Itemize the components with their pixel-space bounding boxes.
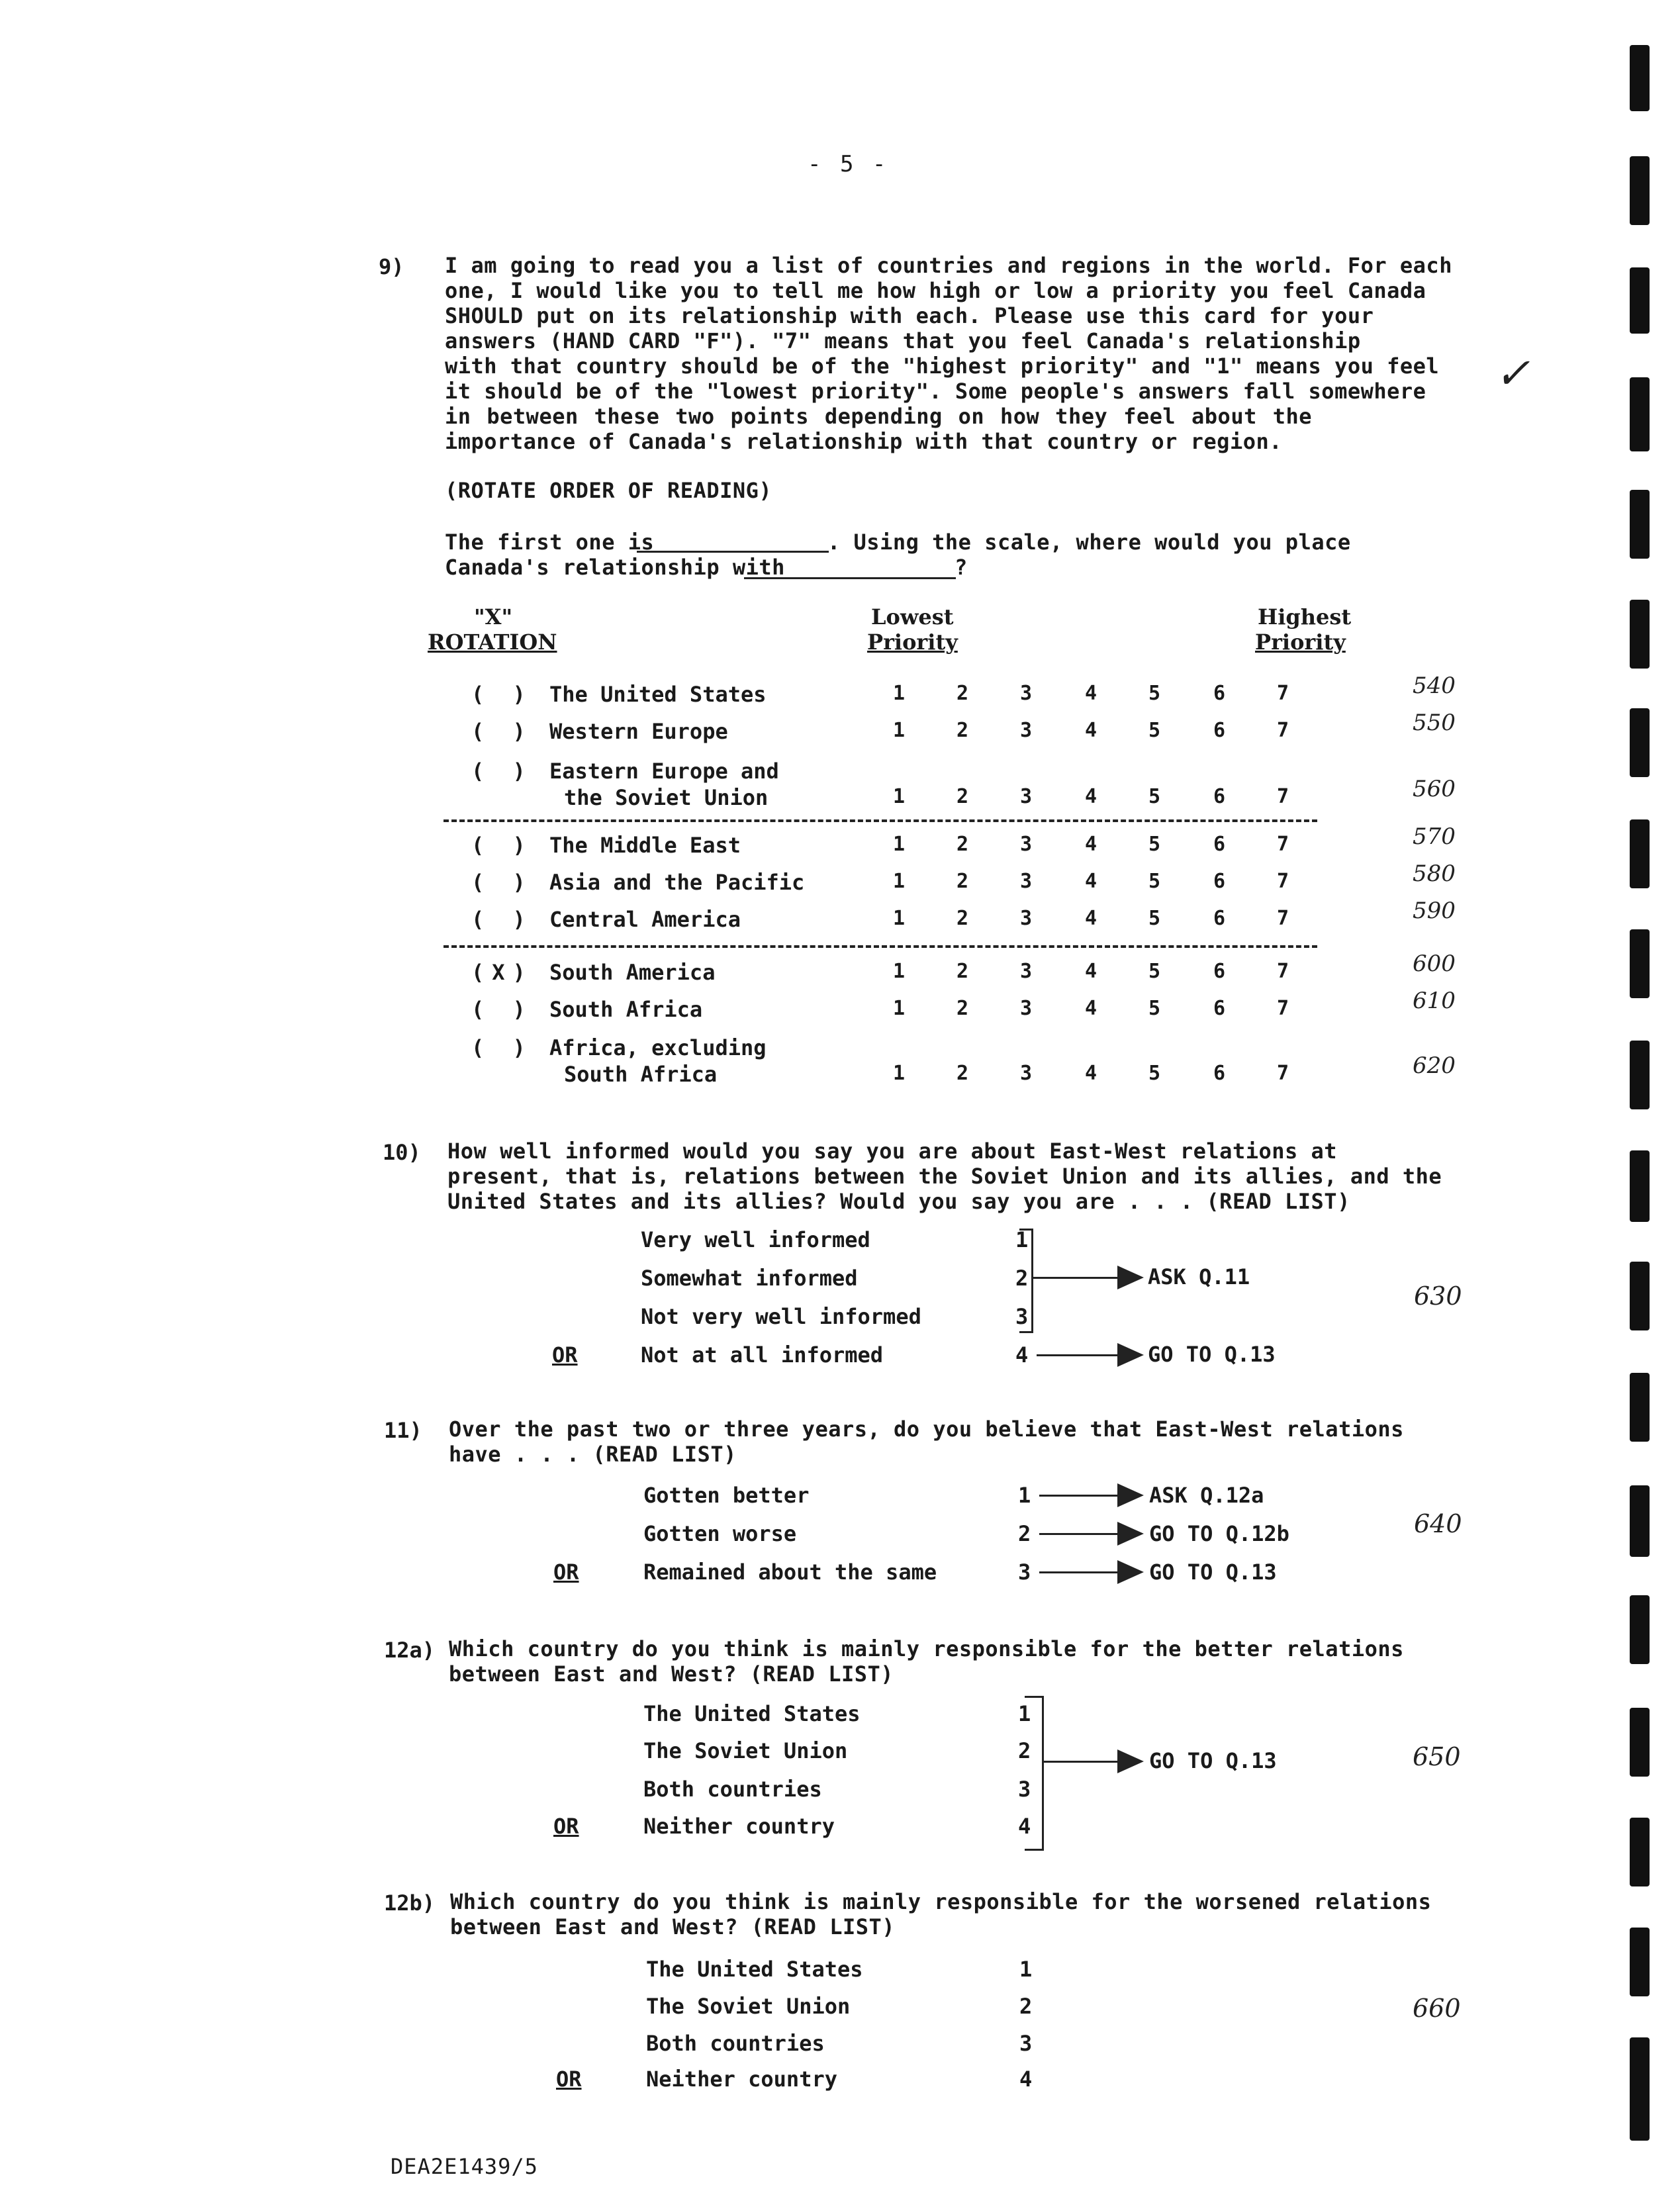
scale-option: 2 [956, 719, 969, 742]
scale-option: 1 [892, 907, 906, 930]
skip-instruction: GO TO Q.13 [1149, 1748, 1277, 1773]
question-text-line: have . . . (READ LIST) [449, 1442, 737, 1467]
scale-option: 2 [956, 833, 969, 856]
page-number: - 5 - [808, 151, 889, 177]
scale-option: 6 [1213, 833, 1226, 856]
column-code: 550 [1413, 710, 1456, 736]
row-label: South Africa [549, 997, 703, 1022]
scale-option: 3 [1019, 719, 1033, 742]
column-code: 660 [1413, 1994, 1461, 2023]
bracket [1019, 1229, 1033, 1333]
handwritten-checkmark: ✓ [1495, 349, 1530, 398]
answer-option: Remained about the same [643, 1559, 937, 1585]
question-text-line: United States and its allies? Would you say you are . . . (READ LIST) [447, 1189, 1350, 1214]
arrow-icon [1117, 1560, 1144, 1584]
column-code: 590 [1413, 898, 1456, 924]
prompt-text: . Using the scale, where would you place [827, 530, 1351, 555]
answer-option: Gotten better [643, 1483, 810, 1508]
scale-option: 7 [1276, 719, 1289, 742]
answer-code: 3 [1015, 1304, 1029, 1329]
question-text-line: answers (HAND CARD "F"). "7" means that you feel Canada's relationship [445, 328, 1361, 353]
column-code: 560 [1413, 776, 1456, 802]
answer-option: Both countries [643, 1777, 822, 1802]
scale-option: 4 [1084, 907, 1097, 930]
answer-code: 1 [1015, 1227, 1029, 1252]
question-text-line: I am going to read you a list of countries and regions in the world. For each [445, 253, 1452, 278]
scale-option: 3 [1019, 785, 1033, 808]
scale-option: 7 [1276, 960, 1289, 983]
skip-arrow [1042, 1761, 1119, 1763]
scale-option: 4 [1084, 719, 1097, 742]
scale-option: 5 [1148, 1062, 1161, 1085]
column-code: 630 [1414, 1281, 1462, 1311]
lowest-header: Priority [867, 629, 958, 655]
rotation-header-x: "X" [474, 604, 513, 629]
scale-option: 4 [1084, 1062, 1097, 1085]
divider [443, 945, 1317, 948]
scan-mark [1630, 156, 1650, 225]
answer-option: Not very well informed [641, 1304, 921, 1329]
scale-option: 7 [1276, 785, 1289, 808]
divider [443, 819, 1317, 822]
question-text-line: importance of Canada's relationship with that country or region. [445, 429, 1282, 454]
skip-instruction: ASK Q.11 [1148, 1264, 1250, 1289]
answer-code: 1 [1019, 1957, 1033, 1982]
column-code: 600 [1413, 951, 1456, 977]
scan-mark [1630, 1150, 1650, 1222]
scale-option: 6 [1213, 997, 1226, 1020]
scale-option: 1 [892, 833, 906, 856]
prompt-text: ? [955, 555, 968, 580]
arrow-icon [1117, 1749, 1144, 1773]
answer-code: 1 [1018, 1483, 1031, 1508]
scale-option: 6 [1213, 870, 1226, 893]
row-label: Central America [549, 907, 741, 932]
scale-option: 5 [1148, 833, 1161, 856]
arrow-icon [1117, 1343, 1144, 1367]
scale-option: 5 [1148, 960, 1161, 983]
column-code: 540 [1413, 673, 1456, 699]
skip-arrow [1037, 1354, 1119, 1356]
highest-header: Priority [1255, 629, 1346, 655]
question-number: 10) [383, 1140, 421, 1165]
row-label: Western Europe [549, 719, 728, 744]
bracket [1025, 1696, 1044, 1851]
row-label: South Africa [564, 1062, 718, 1087]
scan-mark [1630, 2080, 1650, 2141]
scan-mark [1630, 1818, 1650, 1886]
scale-option: 6 [1213, 785, 1226, 808]
scale-option: 4 [1084, 682, 1097, 705]
scale-option: 2 [956, 997, 969, 1020]
or-label: OR [553, 1814, 579, 1839]
question-text-line: How well informed would you say you are about East-West relations at [447, 1139, 1338, 1164]
prompt-text: Canada's relationship with [445, 555, 785, 580]
scale-option: 1 [892, 682, 906, 705]
answer-option: Very well informed [641, 1227, 870, 1252]
highest-header: Highest [1258, 604, 1352, 629]
row-label: The United States [549, 682, 767, 707]
row-label: Asia and the Pacific [549, 870, 805, 895]
skip-instruction: GO TO Q.13 [1148, 1342, 1276, 1367]
scan-mark [1630, 600, 1650, 669]
rotation-checkbox: ( ) [471, 907, 534, 932]
answer-option: Gotten worse [643, 1521, 797, 1546]
scale-option: 3 [1019, 907, 1033, 930]
answer-option: The United States [646, 1957, 863, 1982]
row-label: South America [549, 960, 716, 985]
scale-option: 3 [1019, 833, 1033, 856]
scale-option: 1 [892, 960, 906, 983]
skip-arrow [1039, 1495, 1119, 1497]
rotation-checkbox: (X) [471, 960, 534, 985]
rotation-checkbox: ( ) [471, 870, 534, 895]
answer-option: Both countries [646, 2031, 825, 2056]
answer-code: 2 [1018, 1738, 1031, 1763]
question-text-line: Over the past two or three years, do you believe that East-West relations [449, 1417, 1404, 1442]
scale-option: 2 [956, 682, 969, 705]
skip-arrow [1031, 1277, 1119, 1279]
answer-code: 2 [1019, 1994, 1033, 2019]
row-label: Africa, excluding [549, 1035, 767, 1060]
lowest-header: Lowest [871, 604, 954, 629]
scale-option: 6 [1213, 682, 1226, 705]
scan-mark [1630, 1041, 1650, 1109]
scale-option: 7 [1276, 907, 1289, 930]
answer-code: 4 [1018, 1814, 1031, 1839]
scan-mark [1630, 267, 1650, 334]
question-text-line: in between these two points depending on how they feel about the [445, 404, 1312, 429]
scale-option: 1 [892, 785, 906, 808]
rotation-checkbox: ( ) [471, 682, 534, 707]
answer-code: 4 [1019, 2067, 1033, 2092]
scale-option: 4 [1084, 997, 1097, 1020]
scale-option: 4 [1084, 960, 1097, 983]
scale-option: 5 [1148, 997, 1161, 1020]
column-code: 650 [1413, 1742, 1461, 1771]
scale-option: 5 [1148, 719, 1161, 742]
scan-mark [1630, 1262, 1650, 1330]
scale-option: 3 [1019, 870, 1033, 893]
scan-mark [1630, 490, 1650, 559]
scale-option: 2 [956, 907, 969, 930]
scale-option: 1 [892, 719, 906, 742]
row-label: Eastern Europe and [549, 759, 779, 784]
rotation-header: ROTATION [428, 629, 557, 655]
blank-line [744, 577, 956, 579]
question-number: 11) [384, 1418, 422, 1443]
question-text-line: one, I would like you to tell me how high or low a priority you feel Canada [445, 278, 1426, 303]
scan-mark [1630, 1373, 1650, 1442]
scale-option: 2 [956, 1062, 969, 1085]
skip-instruction: ASK Q.12a [1149, 1483, 1264, 1508]
rotation-checkbox: ( ) [471, 997, 534, 1022]
scale-option: 7 [1276, 833, 1289, 856]
question-text-line: present, that is, relations between the Soviet Union and its allies, and the [447, 1164, 1442, 1189]
question-number: 9) [379, 254, 404, 279]
answer-code: 4 [1015, 1342, 1029, 1368]
scale-option: 6 [1213, 907, 1226, 930]
scan-mark [1630, 929, 1650, 998]
question-text-line: between East and West? (READ LIST) [449, 1661, 894, 1687]
skip-arrow [1039, 1533, 1119, 1535]
scan-mark [1630, 1708, 1650, 1777]
scan-mark [1630, 377, 1650, 451]
scale-option: 3 [1019, 682, 1033, 705]
column-code: 570 [1413, 823, 1456, 850]
answer-code: 1 [1018, 1701, 1031, 1726]
question-number: 12a) [384, 1638, 436, 1663]
answer-code: 3 [1019, 2031, 1033, 2056]
prompt-text: The first one is [445, 530, 655, 555]
scale-option: 1 [892, 1062, 906, 1085]
answer-option: Not at all informed [641, 1342, 884, 1368]
answer-option: Neither country [643, 1814, 835, 1839]
scale-option: 6 [1213, 960, 1226, 983]
question-text-line: between East and West? (READ LIST) [450, 1914, 896, 1939]
scale-option: 5 [1148, 682, 1161, 705]
answer-option: The Soviet Union [646, 1994, 851, 2019]
answer-code: 3 [1018, 1777, 1031, 1802]
answer-option: The Soviet Union [643, 1738, 848, 1763]
scale-option: 1 [892, 870, 906, 893]
or-label: OR [553, 1559, 579, 1585]
question-text-line: with that country should be of the "highest priority" and "1" means you feel [445, 353, 1440, 379]
scale-option: 4 [1084, 870, 1097, 893]
scale-option: 2 [956, 785, 969, 808]
column-code: 620 [1413, 1052, 1456, 1079]
blank-line [637, 551, 829, 553]
answer-code: 2 [1018, 1521, 1031, 1546]
question-text-line: it should be of the "lowest priority". Some people's answers fall somewhere [445, 379, 1426, 404]
skip-instruction: GO TO Q.13 [1149, 1559, 1277, 1585]
scale-option: 2 [956, 870, 969, 893]
scale-option: 7 [1276, 997, 1289, 1020]
column-code: 610 [1413, 988, 1456, 1014]
rotation-checkbox: ( ) [471, 1035, 534, 1060]
scale-option: 7 [1276, 682, 1289, 705]
scale-option: 5 [1148, 907, 1161, 930]
column-code: 640 [1414, 1509, 1462, 1538]
scale-option: 4 [1084, 833, 1097, 856]
answer-code: 2 [1015, 1266, 1029, 1291]
scan-mark [1630, 819, 1650, 888]
arrow-icon [1117, 1266, 1144, 1289]
scale-option: 7 [1276, 1062, 1289, 1085]
arrow-icon [1117, 1483, 1144, 1507]
scale-option: 3 [1019, 960, 1033, 983]
question-text-line: SHOULD put on its relationship with each. Please use this card for your [445, 303, 1374, 328]
question-text-line: Which country do you think is mainly responsible for the better relations [449, 1636, 1404, 1661]
scan-mark [1630, 708, 1650, 777]
row-label: the Soviet Union [564, 785, 769, 810]
skip-arrow [1039, 1571, 1119, 1573]
answer-option: The United States [643, 1701, 861, 1726]
answer-option: Neither country [646, 2067, 837, 2092]
answer-option: Somewhat informed [641, 1266, 858, 1291]
or-label: OR [552, 1342, 578, 1368]
form-code: DEA2E1439/5 [391, 2154, 538, 2179]
skip-instruction: GO TO Q.12b [1149, 1521, 1289, 1546]
scale-option: 6 [1213, 1062, 1226, 1085]
column-code: 580 [1413, 861, 1456, 887]
scale-option: 5 [1148, 785, 1161, 808]
scale-option: 7 [1276, 870, 1289, 893]
rotation-checkbox: ( ) [471, 719, 534, 744]
scale-option: 3 [1019, 1062, 1033, 1085]
question-number: 12b) [384, 1890, 436, 1916]
answer-code: 3 [1018, 1559, 1031, 1585]
row-label: The Middle East [549, 833, 741, 858]
scale-option: 1 [892, 997, 906, 1020]
arrow-icon [1117, 1522, 1144, 1546]
scale-option: 5 [1148, 870, 1161, 893]
scan-mark [1630, 1485, 1650, 1557]
instruction: (ROTATE ORDER OF READING) [445, 478, 772, 503]
scale-option: 2 [956, 960, 969, 983]
scale-option: 6 [1213, 719, 1226, 742]
scan-mark [1630, 1595, 1650, 1664]
rotation-checkbox: ( ) [471, 759, 534, 784]
or-label: OR [556, 2067, 582, 2092]
rotation-checkbox: ( ) [471, 833, 534, 858]
scan-mark [1630, 45, 1650, 111]
scan-mark [1630, 1928, 1650, 1996]
scale-option: 4 [1084, 785, 1097, 808]
question-text-line: Which country do you think is mainly responsible for the worsened relations [450, 1889, 1432, 1914]
scale-option: 3 [1019, 997, 1033, 1020]
